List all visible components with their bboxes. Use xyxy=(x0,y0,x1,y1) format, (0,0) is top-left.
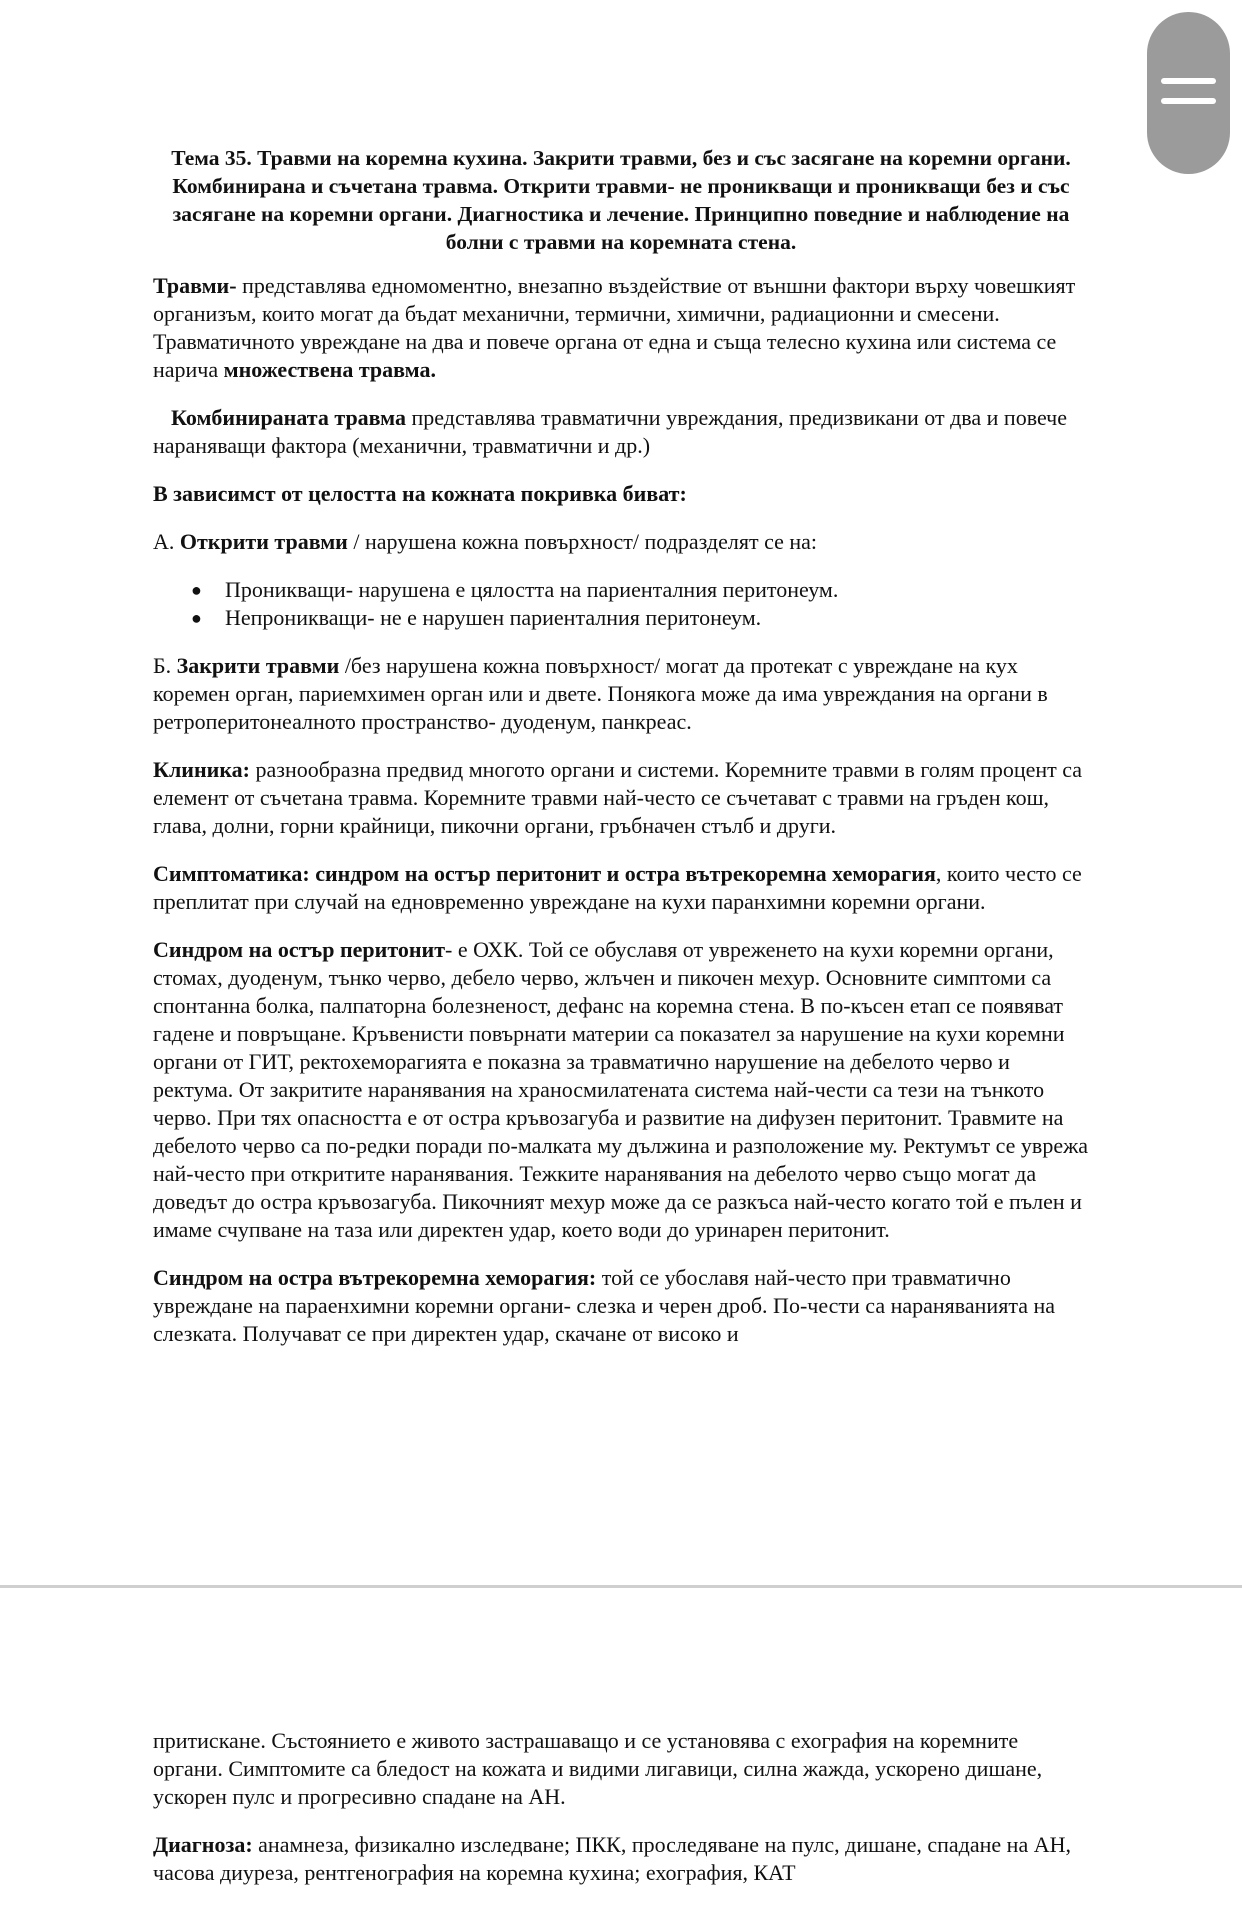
heading-text: В зависимст от целостта на кожната покривка биват: xyxy=(153,481,687,506)
list-item xyxy=(191,576,1089,604)
bullet-icon: ● xyxy=(191,580,202,600)
term-symptoms: Симптоматика: синдром на остър перитонит и остра вътрекоремна хеморагия xyxy=(153,861,936,886)
paragraph-text: представлява едномоментно, внезапно въздействие от външни фактори върху човешкият организъм, които могат да бъдат механични, термични, химични, радиационни и смесени. Травматичното увреждане на два и повече органа от една и съща телесно кухина или система се нарича xyxy=(153,273,1076,382)
term-multiple-trauma: множествена травма. xyxy=(223,357,436,382)
paragraph-text: разнообразна предвид многото органи и системи. Коремните травми в голям процент са елемент от съчетана травма. Коремните травми най-често се съчетават с травми на гръден кош, глава, долни, горни крайници, пикочни органи, гръбначен стълб и други. xyxy=(153,757,1083,838)
paragraph-symptoms xyxy=(153,860,1089,916)
paragraph-text: / нарушена кожна повърхност/ подразделят се на: xyxy=(347,529,818,554)
bullet-list xyxy=(153,576,1089,632)
page-content xyxy=(153,1727,1089,1907)
paragraph-open-injuries xyxy=(153,528,1089,556)
document-page-2 xyxy=(0,1588,1242,1885)
list-item-text: Непроникващи- не е нарушен париенталния перитонеум. xyxy=(225,605,762,630)
list-item-text: Проникващи- нарушена е цялостта на париенталния перитонеум. xyxy=(225,577,839,602)
section-heading-skin xyxy=(153,480,1089,508)
term-peritonitis: Синдром на остър перитонит xyxy=(153,937,446,962)
paragraph-combined-trauma xyxy=(153,404,1089,460)
term-clinic: Клиника: xyxy=(153,757,250,782)
paragraph-text: /без нарушена кожна повърхност/ могат да протекат с увреждане на кух коремен орган, париемхимен орган или и двете. Понякога може да има увреждания на органи в ретроперитонеалното пространство- дуоденум, панкреас. xyxy=(153,653,1048,734)
bullet-icon: ● xyxy=(191,608,202,628)
term-diagnosis: Диагноза: xyxy=(153,1832,253,1857)
paragraph-closed-injuries xyxy=(153,652,1089,736)
paragraph-injuries xyxy=(153,272,1089,384)
page-content xyxy=(153,144,1089,1368)
term-injuries: Травми- xyxy=(153,273,237,298)
list-item xyxy=(191,604,1089,632)
menu-button[interactable] xyxy=(1147,12,1230,174)
list-marker-a: А. xyxy=(153,529,180,554)
paragraph-peritonitis xyxy=(153,936,1089,1244)
paragraph-clinic xyxy=(153,756,1089,840)
paragraph-text: представлява травматични увреждания, предизвикани от два и повече нараняващи фактора (механични, травматични и др.) xyxy=(153,405,1068,458)
term-open-injuries: Открити травми xyxy=(179,529,348,554)
term-combined-trauma: Комбинираната травма xyxy=(171,405,407,430)
paragraph-hemorrhage xyxy=(153,1264,1089,1348)
term-hemorrhage: Синдром на остра вътрекоремна хеморагия: xyxy=(153,1265,597,1290)
paragraph-text: , които често се преплитат при случай на едновременно увреждане на кухи паранхимни коремни органи. xyxy=(153,861,1082,914)
document-title: Тема 35. Травми на коремна кухина. Закрити травми, без и със засягане на коремни органи. Комбинирана и съчетана травма. Открити травми- не проникващи и проникващи без и със засягане на коремни органи. Диагностика и лечение. Принципно поведние и наблюдение на болни с травми на коремната стена. xyxy=(171,146,1071,254)
list-marker-b: Б. xyxy=(153,653,177,678)
paragraph-text: той се убославя най-често при травматично увреждане на параенхимни коремни органи- слезка и черен дроб. По-чести са нараняванията на слезката. Получават се при директен удар, скачане от високо и xyxy=(153,1265,1055,1346)
paragraph-text: - е ОХК. Той се обуславя от увреженето на кухи коремни органи, стомах, дуоденум, тънко черво, дебело черво, жлъчен и пикочен мехур. Основните симптоми са спонтанна болка, палпаторна болезненост, дефанс на коремна стена. В по-късен етап се появяват гадене и повръщане. Кръвенисти повърнати материи са показател за нарушение на кухи коремни органи от ГИТ, ректохеморагията е показна за травматично нарушение на дебелото черво и ректума. От закритите наранявания на храносмилатената система най-чести са тези на тънкото черво. При тях опасността е от остра кръвозагуба и развитие на дифузен перитонит. Травмите на дебелото черво са по-редки поради по-малката му дължина и разположение му. Ректумът се уврежа най-често при откритите наранявания. Тежките наранявания на дебелото черво също могат да доведът до остра кръвозагуба. Пикочният мехур може да се разкъса най-често когато той е пълен и имаме счупване на таза или директен удар, което води до уринарен перитонит. xyxy=(153,937,1089,1242)
paragraph-continuation: притискане. Състоянието е живото застрашаващо и се установява с ехография на коремните органи. Симптомите са бледост на кожата и видими лигавици, силна жажда, ускорено дишане, ускорен пулс и прогресивно спадане на АН. xyxy=(153,1728,1043,1809)
term-closed-injuries: Закрити травми xyxy=(176,653,340,678)
paragraph-text: анамнеза, физикално изследване; ПКК, проследяване на пулс, дишане, спадане на АН, часова диуреза, рентгенография на коремна кухина; ехография, КАТ xyxy=(153,1832,1071,1885)
paragraph-diagnosis xyxy=(153,1831,1089,1887)
